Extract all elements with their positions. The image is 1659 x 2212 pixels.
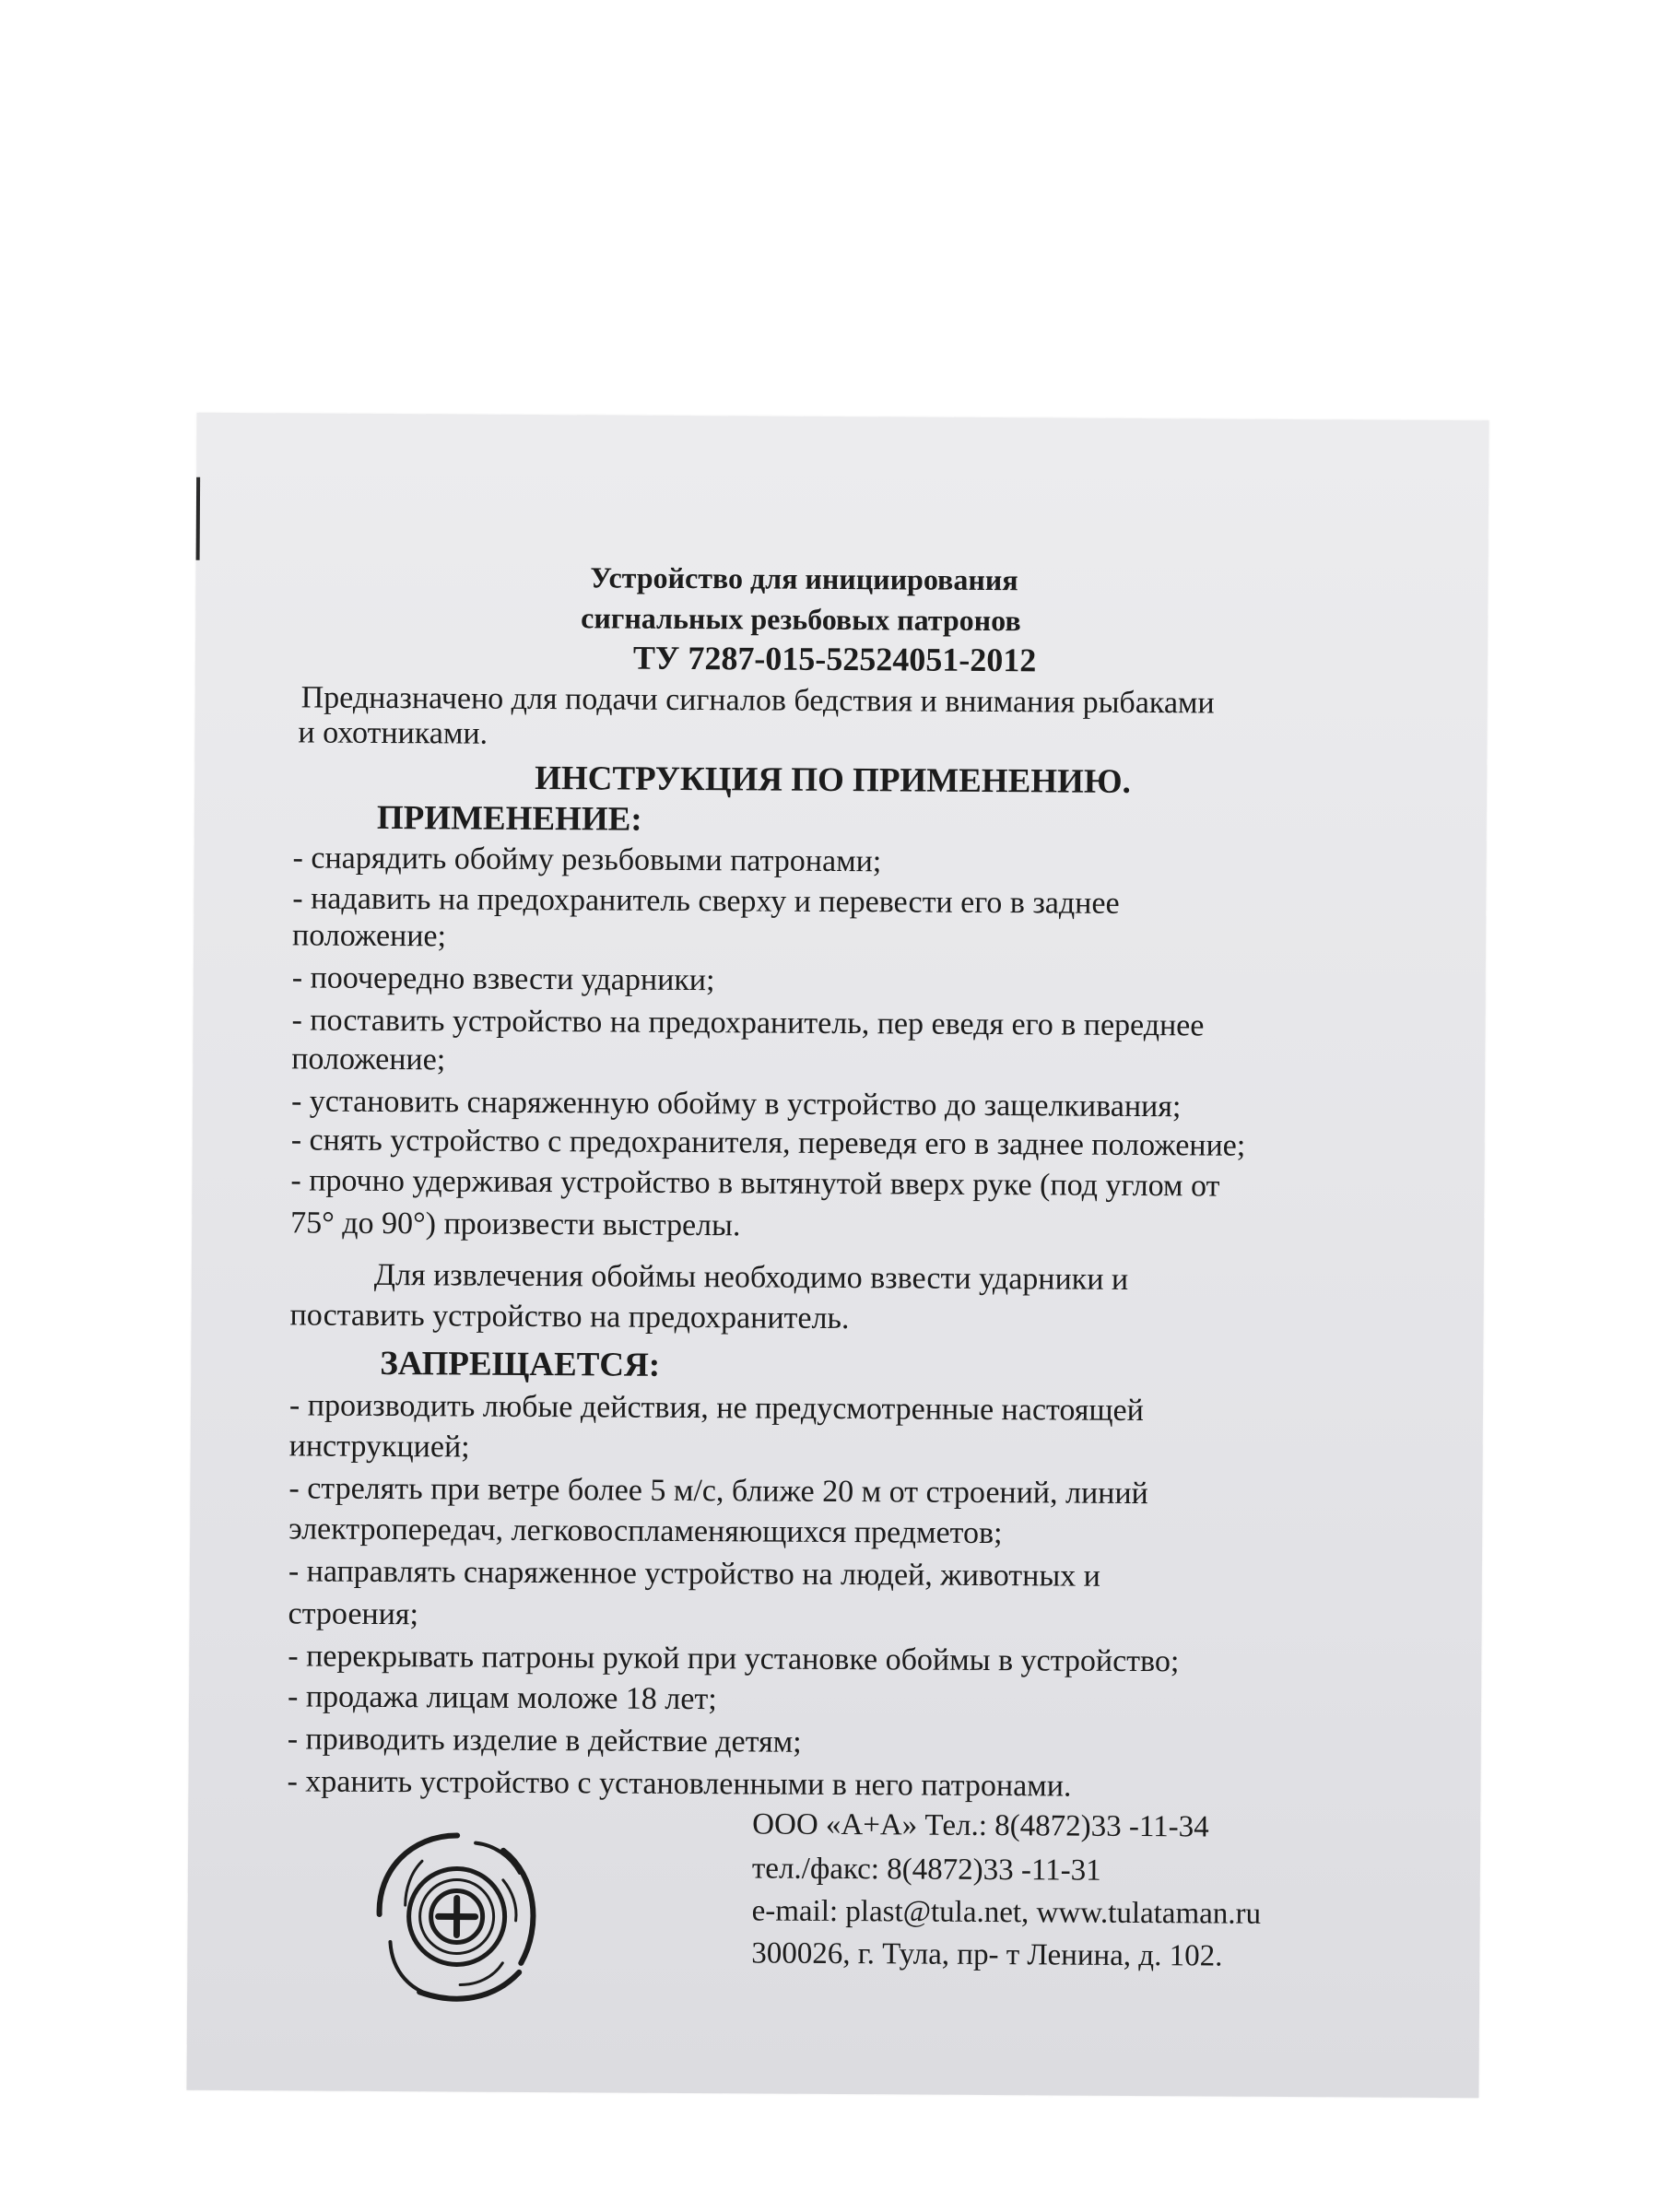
prohibited-line: инструкцией; [288,1429,470,1465]
usage-line: положение; [291,918,447,954]
prohibited-line: электропередач, легковоспламеняющихся предметов; [288,1512,1003,1551]
contact-email-web: e-mail: plast@tula.net, www.tulataman.ru [751,1894,1262,1931]
usage-heading: ПРИМЕНЕНИЕ: [376,798,642,839]
usage-line: - поочередно взвести ударники; [291,960,715,998]
usage-line: - снарядить обойму резьбовыми патронами; [292,841,882,879]
intro-line-1: Предназначено для подачи сигналов бедствия и внимания рыбаками [300,680,1215,721]
intro-line-2: и охотниками. [298,715,488,751]
prohibited-line: - хранить устройство с установленными в него патронами. [287,1764,1072,1804]
usage-line: - снять устройство с предохранителя, переведя его в заднее положение; [290,1123,1246,1163]
prohibited-line: - производить любые действия, не предусмотренные настоящей [288,1388,1144,1429]
contact-address: 300026, г. Тула, пр- т Ленина, д. 102. [751,1936,1223,1973]
extraction-line-2: поставить устройство на предохранитель. [289,1298,850,1336]
usage-line: - установить снаряженную обойму в устройство до защелкивания; [290,1084,1182,1124]
prohibited-line: - перекрывать патроны рукой при установке обоймы в устройство; [288,1639,1180,1679]
prohibited-heading: ЗАПРЕЩАЕТСЯ: [380,1344,661,1384]
usage-line: - прочно удерживая устройство в вытянутой вверх руке (под углом от [290,1163,1220,1204]
contact-fax: тел./факс: 8(4872)33 -11-31 [751,1852,1101,1888]
paper-edge-mark [196,477,201,560]
prohibited-line: - продажа лицам моложе 18 лет; [287,1679,717,1717]
usage-line: положение; [291,1041,446,1077]
title-line-1: Устройство для инициирования [590,560,1018,597]
circular-crosshair-logo-icon [364,1824,549,2009]
prohibited-line: - направлять снаряженное устройство на людей, животных и [288,1554,1101,1594]
prohibited-line: - стрелять при ветре более 5 м/с, ближе 20 м от строений, линий [288,1471,1148,1512]
prohibited-line: - приводить изделие в действие детям; [287,1722,802,1759]
title-line-2: сигнальных резьбовых патронов [581,601,1021,638]
usage-line: - поставить устройство на предохранитель, пер еведя его в переднее [291,1003,1205,1043]
extraction-line-1: Для извлечения обоймы необходимо взвести ударники и [373,1257,1129,1297]
instruction-sheet [186,413,1488,2099]
prohibited-line: строения; [288,1596,419,1632]
contact-company-phone: ООО «А+А» Тел.: 8(4872)33 -11-34 [752,1807,1209,1844]
usage-line: - надавить на предохранитель сверху и перевести его в заднее [292,881,1120,921]
title-line-3: ТУ 7287-015-52524051-2012 [632,639,1037,679]
usage-line: 75° до 90°) произвести выстрелы. [290,1206,741,1243]
instruction-heading: ИНСТРУКЦИЯ ПО ПРИМЕНЕНИЮ. [535,759,1131,801]
